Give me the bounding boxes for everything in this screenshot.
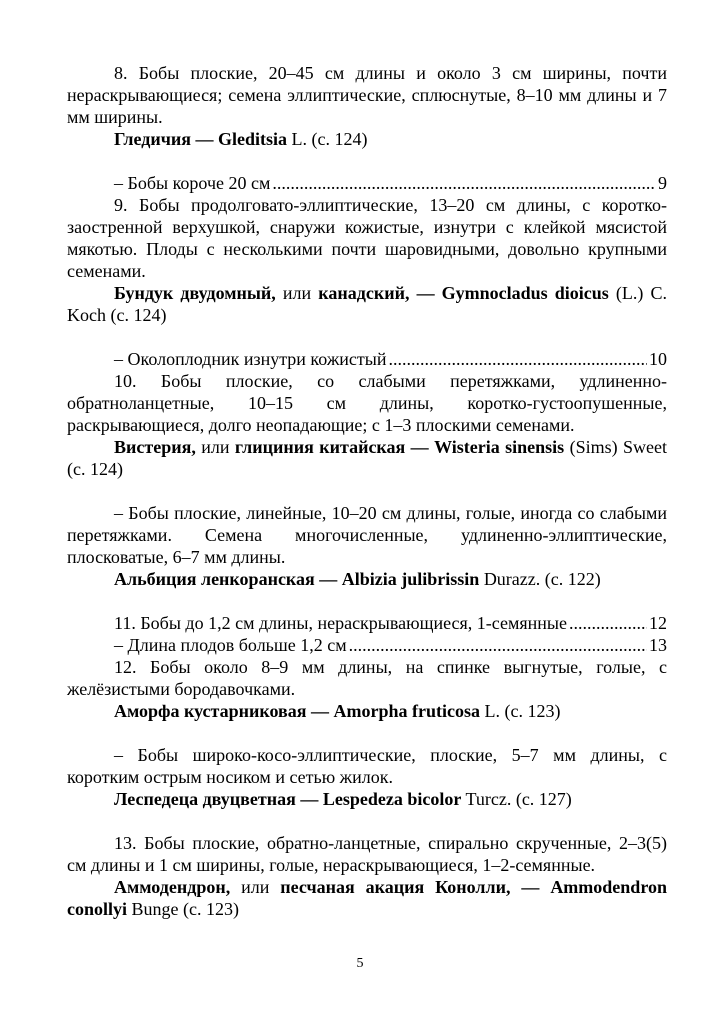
genus-wisteria: Вистерия, или глициния китайская — Wisteria sinensis (Sims) Sweet (с. 124) xyxy=(67,437,668,479)
key-lead-11a: 11. Бобы до 1,2 см длины, нераскрывающиеся, 1-семянные ..... 12 xyxy=(67,612,667,634)
genus-lespedeza: Леспедеца двуцветная — Lespedeza bicolor Turcz. (с. 127) xyxy=(114,789,572,809)
key-lead-11b: – Длина плодов больше 1,2 см ..... 13 xyxy=(67,634,667,656)
genus-albizia: Альбиция ленкоранская — Albizia julibrissin Durazz. (с. 122) xyxy=(114,569,601,589)
genus-gleditsia xyxy=(67,128,667,150)
key-lead-9: – Околоплодник изнутри кожистый ..... 10 xyxy=(67,348,667,370)
key-entry-10-alt: – Бобы плоские, линейные, 10–20 см длины, голые, иногда со слабыми перетяжками. Семена многочисленные, удлиненно-эллиптические, плосковатые, 6–7 мм длины. xyxy=(67,503,667,567)
key-entry-12: 12. Бобы около 8–9 мм длины, на спинке выгнутые, голые, с желёзистыми бородавочками. xyxy=(67,657,667,699)
key-entry-13: 13. Бобы плоские, обратно-ланцетные, спирально скрученные, 2–3(5) см длины и 1 см ширины, голые, нераскрывающиеся, 1–2-семянные. xyxy=(67,833,667,875)
genus-author: L. (с. 124) xyxy=(287,129,368,149)
genus-lat: Gleditsia xyxy=(218,129,288,149)
genus-amorpha: Аморфа кустарниковая — Amorpha fruticosa L. (с. 123) xyxy=(114,701,561,721)
key-entry-10: 10. Бобы плоские, со слабыми перетяжками, удлиненно-обратноланцетные, 10–15 см длины, коротко-густоопушенные, раскрывающиеся, долго неопадающие; с 1–3 плоскими семенами. xyxy=(67,371,667,435)
page-number: 5 xyxy=(356,956,364,971)
key-entry-8: 8. Бобы плоские, 20–45 см длины и около 3 см ширины, почти нераскрывающиеся; семена эллиптические, сплюснутые, 8–10 мм длины и 7 мм ширины. xyxy=(67,63,667,127)
document-body xyxy=(67,62,667,920)
key-entry-12-alt: – Бобы широко-косо-эллиптические, плоские, 5–7 мм длины, с коротким острым носиком и сетью жилок. xyxy=(67,745,667,787)
key-lead-8: – Бобы короче 20 см ..... 9 xyxy=(67,172,667,194)
genus-gymnocladus: Бундук двудомный, или канадский, — Gymnocladus dioicus (L.) C. Koch (с. 124) xyxy=(67,283,668,325)
genus-ru: Гледичия — xyxy=(114,129,219,149)
genus-ammodendron: Аммодендрон, или песчаная акация Конолли, — Ammodendron conollyi Bunge (с. 123) xyxy=(67,877,667,919)
key-entry-9: 9. Бобы продолговато-эллиптические, 13–20 см длины, с коротко-заостренной верхушкой, снаружи кожистые, изнутри с клейкой мясистой мякотью. Плоды с несколькими почти шаровидными, довольно крупными семенами. xyxy=(67,195,667,281)
